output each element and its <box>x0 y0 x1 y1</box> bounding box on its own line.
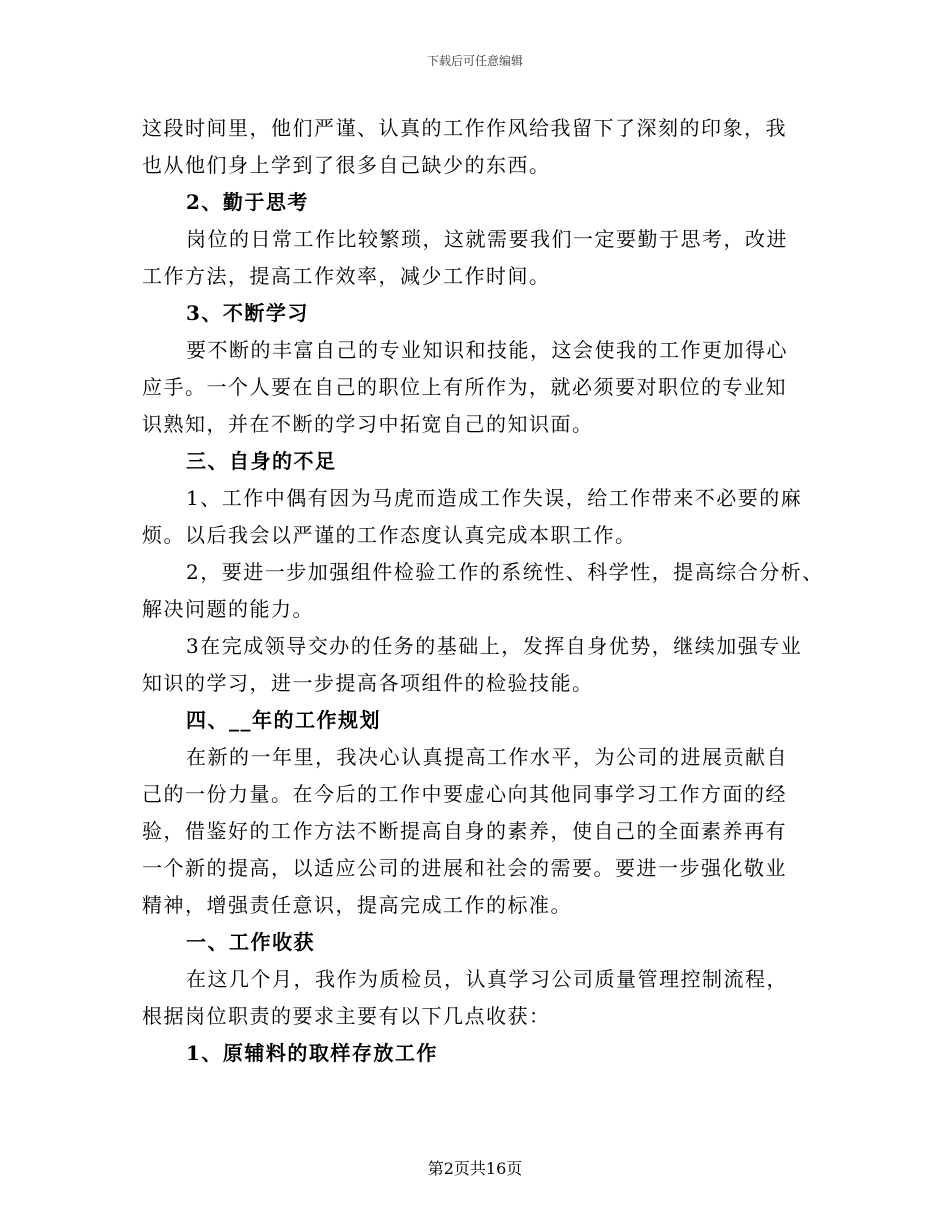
section-heading: 一、工作收获 <box>186 930 315 954</box>
body-text-line: 根据岗位职责的要求主要有以下几点收获： <box>142 1004 551 1028</box>
body-text-line: 3在完成领导交办的任务的基础上，发挥自身优势，继续加强专业 <box>186 634 803 658</box>
body-text-line: 一个新的提高，以适应公司的进展和社会的需要。要进一步强化敬业 <box>142 856 787 880</box>
section-heading: 四、__年的工作规划 <box>186 708 381 732</box>
body-text-line: 2，要进一步加强组件检验工作的系统性、科学性，提高综合分析、 <box>186 560 824 584</box>
body-text-line: 1、工作中偶有因为马虎而造成工作失误，给工作带来不必要的麻 <box>186 486 803 510</box>
body-text-line: 己的一份力量。在今后的工作中要虚心向其他同事学习工作方面的经 <box>142 782 787 806</box>
body-text-line: 也从他们身上学到了很多自己缺少的东西。 <box>142 153 551 177</box>
document-body <box>142 110 822 1072</box>
body-text-line: 烦。以后我会以严谨的工作态度认真完成本职工作。 <box>142 523 637 547</box>
section-heading: 三、自身的不足 <box>186 449 337 473</box>
page-header: 下载后可任意编辑 <box>426 54 523 68</box>
body-text-line: 精神，增强责任意识，提高完成工作的标准。 <box>142 893 572 917</box>
body-text-line: 应手。一个人要在自己的职位上有所作为，就必须要对职位的专业知 <box>142 375 787 399</box>
page-footer: 第2页共16页 <box>427 1159 523 1178</box>
body-text-line: 这段时间里，他们严谨、认真的工作作风给我留下了深刻的印象，我 <box>142 116 787 140</box>
body-text-line: 工作方法，提高工作效率，减少工作时间。 <box>142 264 551 288</box>
body-text-line: 识熟知，并在不断的学习中拓宽自己的知识面。 <box>142 412 594 436</box>
body-text-line: 验，借鉴好的工作方法不断提高自身的素养，使自己的全面素养再有 <box>142 819 787 843</box>
body-text-line: 在这几个月，我作为质检员，认真学习公司质量管理控制流程， <box>186 967 788 991</box>
body-text-line: 在新的一年里，我决心认真提高工作水平，为公司的进展贡献自 <box>186 745 788 769</box>
body-text-line: 解决问题的能力。 <box>142 597 314 621</box>
body-text-line: 岗位的日常工作比较繁琐，这就需要我们一定要勤于思考，改进 <box>186 227 788 251</box>
body-text-line: 要不断的丰富自己的专业知识和技能，这会使我的工作更加得心 <box>186 338 788 362</box>
section-heading: 3、不断学习 <box>186 301 309 325</box>
section-heading: 2、勤于思考 <box>186 190 309 214</box>
body-text-line: 知识的学习，进一步提高各项组件的检验技能。 <box>142 671 594 695</box>
section-heading: 1、原辅料的取样存放工作 <box>186 1041 438 1065</box>
